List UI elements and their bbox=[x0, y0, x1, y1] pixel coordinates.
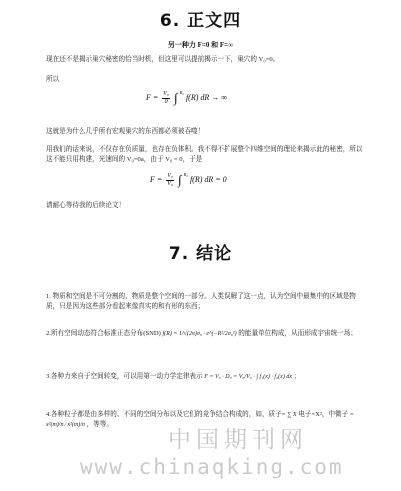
section-6-subtitle: 另一种力 F=0 和 F=∞ bbox=[167, 41, 234, 49]
watermark-chinese: 中国期刊网 bbox=[168, 427, 308, 453]
formula-lhs: F = bbox=[146, 92, 159, 102]
conclusion-item-2 bbox=[46, 329, 366, 351]
integral-sign: ∫ bbox=[178, 172, 182, 187]
conclusion-3-formula: F = V₀ · D₀ = V₀/V₀ · ∫ f₁(x) · f₂(x) dx bbox=[204, 374, 292, 380]
section-6-title: 6. 正文四 bbox=[159, 11, 242, 31]
integral-sign: ∫ bbox=[174, 90, 178, 105]
fraction-denominator: V₀ bbox=[167, 180, 174, 187]
section-6-paragraph-4: 用我们的话来说，不仅存在负质量，也存在负体积。我不得不扩展整个四维空间的理论来揭示此的秘密，所以这不能只用构建，光速间的 V₀=0a，由于 V₀ = 0，于是 bbox=[46, 146, 363, 163]
conclusion-4-formula-neutrino: x²(m)/n ⁄ x²(m)/n bbox=[46, 422, 85, 428]
formula-body: f(R) dR → ∞ bbox=[185, 92, 227, 102]
formula-lhs: F = bbox=[150, 174, 163, 184]
conclusion-2-text-end: 的能量单位构成，从而形成宇宙统一场； bbox=[238, 330, 357, 337]
watermark-url: www.chinaqking.com bbox=[80, 455, 344, 479]
conclusion-2-text: 2.所有空间动态符合标准正态分布(SND) bbox=[46, 330, 161, 337]
section-6-paragraph-3: 这就是为什么几乎所有宏观巢穴的东西都必须被吞噬！ bbox=[46, 128, 205, 135]
conclusion-3-text: 3.各种力来自于空间转变，可以用第一动力学定律表示 bbox=[46, 373, 203, 380]
conclusion-item-3 bbox=[46, 372, 366, 394]
formula-infinite-force bbox=[146, 90, 227, 106]
fraction-numerator: V₀ bbox=[167, 172, 174, 179]
fraction-denominator: 0 bbox=[164, 98, 168, 105]
conclusion-4-text-mid: 电子=X²，中微子 = bbox=[298, 411, 354, 418]
integral-upper-limit: R₂ bbox=[183, 172, 188, 177]
section-6-paragraph-1: 现在还不是揭示巢穴秘密的恰当时机，但这里可以提前揭示一下，巢穴的 V₀=0。 bbox=[46, 56, 280, 63]
conclusion-item-1: 1. 物质和空间是不可分割的，物质是整个空间的一部分。人类误解了这一点，认为空间中最集中的区域是物质，只是因为这些部分看起来像真实的和有形的东西； bbox=[46, 293, 356, 310]
section-7-title: 7. 结论 bbox=[168, 244, 233, 264]
conclusion-2-formula: f(R) = 1/√(2π)σ₀ · e^(−R²/2σ₀²) bbox=[162, 331, 237, 337]
conclusion-3-text-end: ； bbox=[293, 373, 301, 380]
formula-fraction bbox=[162, 91, 170, 106]
formula-fraction bbox=[166, 173, 174, 188]
section-6-paragraph-2: 所以 bbox=[46, 76, 60, 83]
fraction-numerator: V₀ bbox=[163, 90, 170, 97]
conclusion-4-text-end: ，等等。 bbox=[86, 421, 113, 428]
section-6-paragraph-5: 请耐心等待我的后续论文！ bbox=[46, 202, 126, 209]
integral-upper-limit: R₂ bbox=[179, 90, 184, 95]
conclusion-4-formula-proton: ∑ X bbox=[287, 412, 297, 418]
formula-body: f(R) dR = 0 bbox=[189, 174, 227, 184]
conclusion-4-text: 4.各种粒子都是由多样的、不同的空间分布以及它们的竞争结合构成的，如，质子= bbox=[46, 411, 286, 418]
formula-zero-force bbox=[150, 172, 227, 188]
